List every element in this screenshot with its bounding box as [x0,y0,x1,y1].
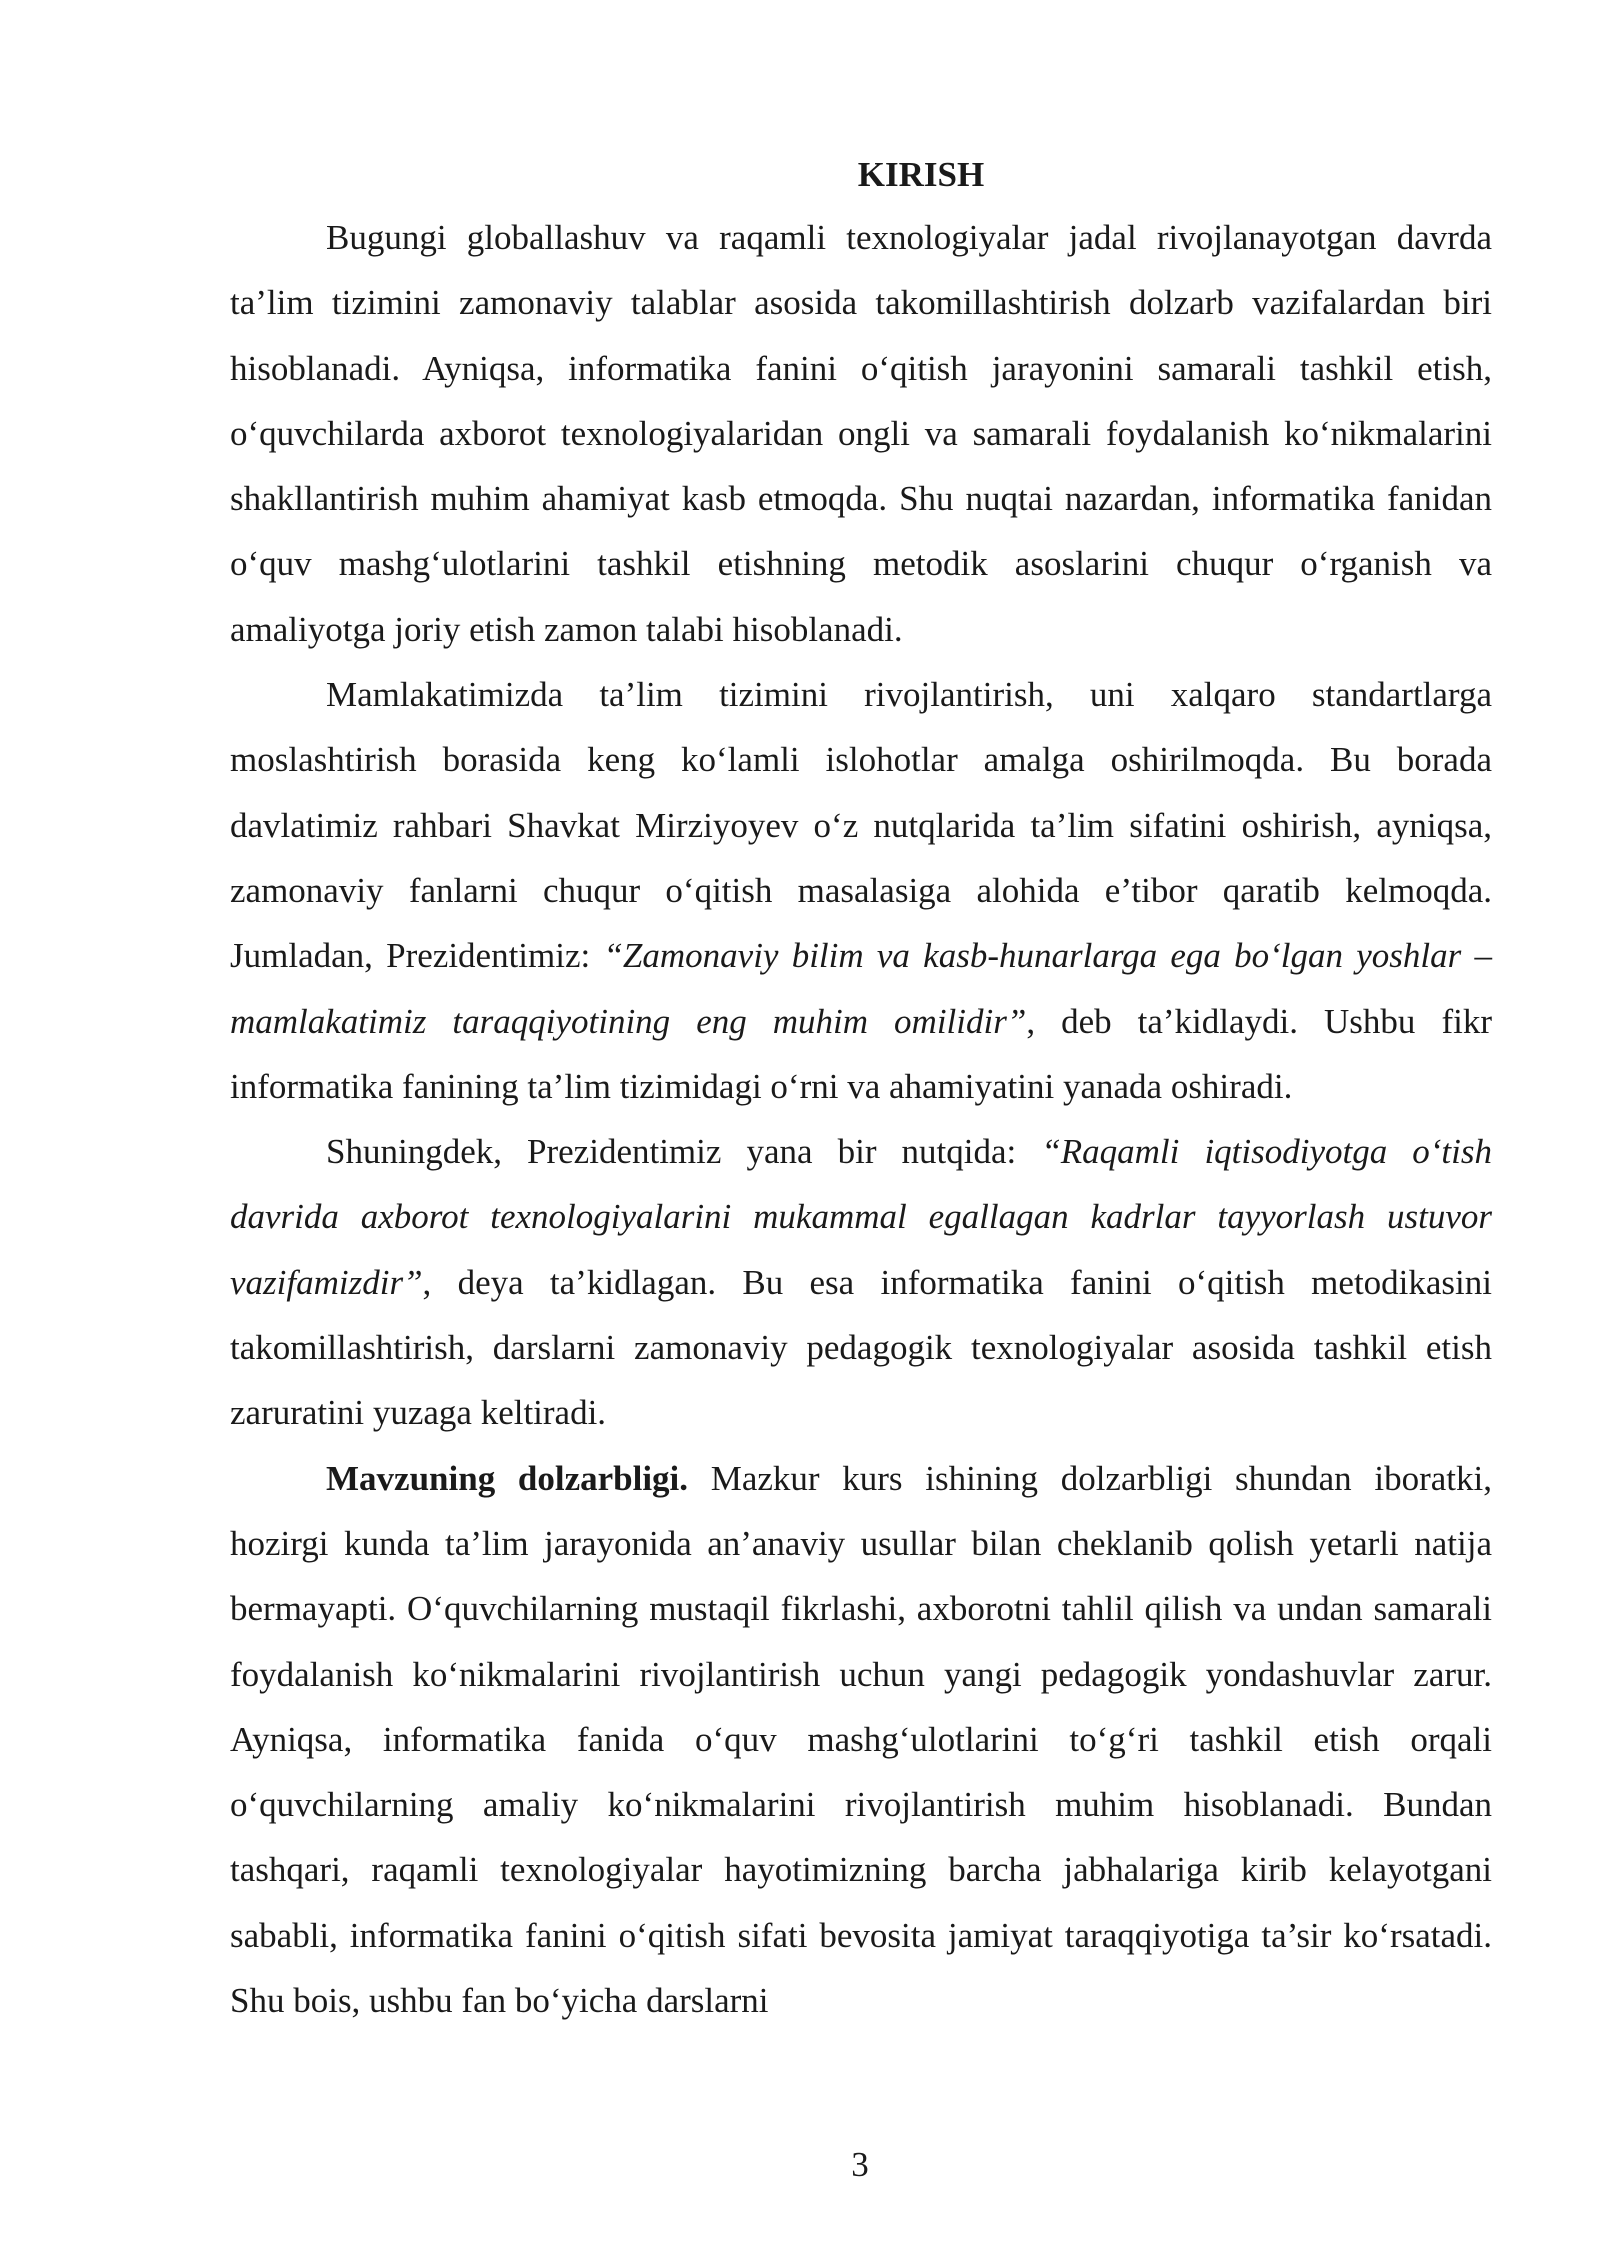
section-heading: KIRISH [857,155,985,194]
paragraph-intro [230,205,1492,662]
paragraph-reforms [230,662,1492,1119]
president-quote-2: “Raqamli iqtisodiyotga o‘tish davrida axborot texnologiyalarini mukammal egallagan kadrlar tayyorlash ustuvor vazifamizdir” [230,1132,1492,1302]
paragraph-reforms-text: Mamlakatimizda ta’lim tizimini rivojlantirish, uni xalqaro standartlarga moslashtirish borasida keng ko‘lamli islohotlar amalga oshirilmoqda. Bu borada davlatimiz rahbari Shavkat Mirziyoyev o‘z nutqlarida ta’lim sifatini oshirish, ayniqsa, zamonaviy fanlarni chuqur o‘qitish masalasiga alohida e’tibor qaratib kelmoqda. Jumladan, Prezidentimiz: [230,675,1492,976]
relevance-heading: Mavzuning dolzarbligi. [326,1458,689,1498]
document-page [230,150,1492,2033]
paragraph-reforms-tail: , deb ta’kidlaydi. Ushbu fikr informatika fanining ta’lim tizimidagi o‘rni va ahamiyatini yanada oshiradi. [230,1001,1492,1106]
paragraph-digital-text: Shuningdek, Prezidentimiz yana bir nutqida: [326,1132,1042,1172]
president-quote-1: “Zamonaviy bilim va kasb-hunarlarga ega bo‘lgan yoshlar – mamlakatimiz taraqqiyotining eng muhim omilidir” [230,936,1492,1041]
paragraph-relevance [230,1446,1492,2034]
paragraph-intro-text: Bugungi globallashuv va raqamli texnologiyalar jadal rivojlanayotgan davrda ta’lim tizimini zamonaviy talablar asosida takomillashtirish dolzarb vazifalardan biri hisoblanadi. Ayniqsa, informatika fanini o‘qitish jarayonini samarali tashkil etish, o‘quvchilarda axborot texnologiyalaridan ongli va samarali foydalanish ko‘nikmalarini shakllantirish muhim ahamiyat kasb etmoqda. Shu nuqtai nazardan, informatika fanidan o‘quv mashg‘ulotlarini tashkil etishning metodik asoslarini chuqur o‘rganish va amaliyotga joriy etish zamon talabi hisoblanadi. [230,218,1492,649]
paragraph-digital-economy [230,1119,1492,1445]
paragraph-relevance-text: Mazkur kurs ishining dolzarbligi shundan iboratki, hozirgi kunda ta’lim jarayonida an’anaviy usullar bilan cheklanib qolish yetarli natija bermayapti. O‘quvchilarning mustaqil fikrlashi, axborotni tahlil qilish va undan samarali foydalanish ko‘nikmalarini rivojlantirish uchun yangi pedagogik yondashuvlar zarur. Ayniqsa, informatika fanida o‘quv mashg‘ulotlarini to‘g‘ri tashkil etish orqali o‘quvchilarning amaliy ko‘nikmalarini rivojlantirish muhim hisoblanadi. Bundan tashqari, raqamli texnologiyalar hayotimizning barcha jabhalariga kirib kelayotgani sababli, informatika fanini o‘qitish sifati bevosita jamiyat taraqqiyotiga ta’sir ko‘rsatadi. Shu bois, ushbu fan bo‘yicha darslarni [230,1458,1492,2021]
page-number: 3 [851,2145,869,2184]
paragraph-digital-tail: , deya ta’kidlagan. Bu esa informatika fanini o‘qitish metodikasini takomillashtirish, darslarni zamonaviy pedagogik texnologiyalar asosida tashkil etish zaruratini yuzaga keltiradi. [230,1262,1492,1433]
